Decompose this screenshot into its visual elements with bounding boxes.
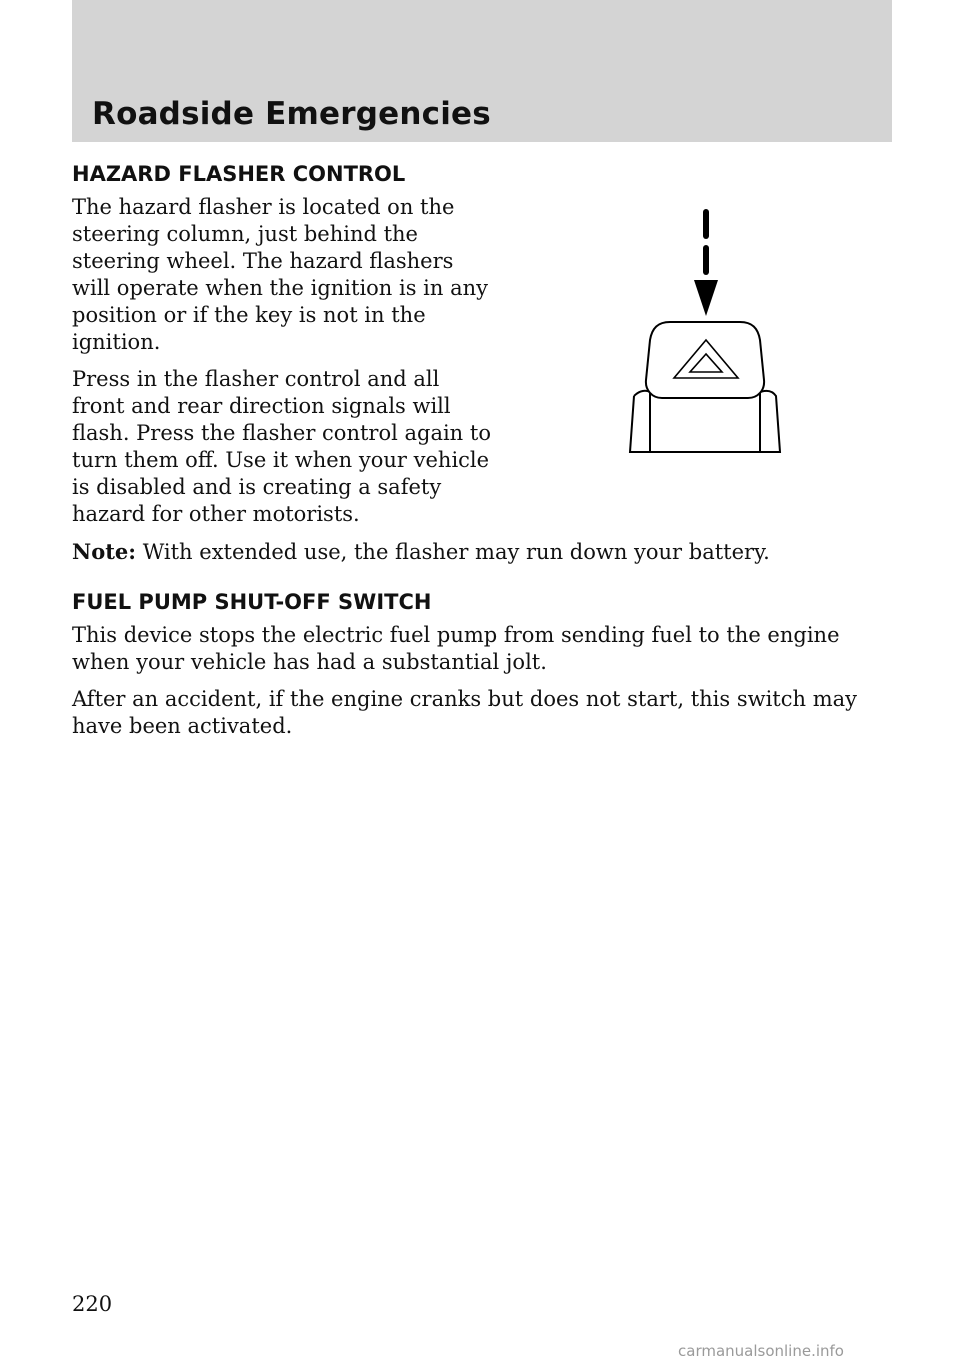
page-number: 220 xyxy=(72,1292,113,1316)
hazard-paragraph-1: The hazard flasher is located on the steering column, just behind the steering wheel. The hazard flashers will operate when the ignition is in any position or if the key is not in the ignition. xyxy=(72,195,489,354)
hazard-note xyxy=(72,538,892,566)
down-arrow-icon xyxy=(694,212,718,316)
hazard-button-illustration xyxy=(622,206,788,460)
hazard-button-cap xyxy=(646,322,764,398)
hazard-paragraph-2: Press in the flasher control and all front and rear direction signals will flash. Press the flasher control again to turn them off. Use it when your vehicle is disabled and is creating a safety hazard for other motorists. xyxy=(72,367,491,526)
fuel-pump-paragraph-1: This device stops the electric fuel pump from sending fuel to the engine when your vehicle has had a substantial jolt. xyxy=(72,623,840,674)
note-text: With extended use, the flasher may run down your battery. xyxy=(136,540,770,564)
fuel-pump-paragraph-2: After an accident, if the engine cranks but does not start, this switch may have been activated. xyxy=(72,687,857,738)
chapter-title: Roadside Emergencies xyxy=(92,96,491,132)
watermark: carmanualsonline.info xyxy=(678,1342,844,1360)
header-band xyxy=(72,0,892,142)
fuel-pump-heading: FUEL PUMP SHUT-OFF SWITCH xyxy=(72,590,432,614)
switch-housing xyxy=(630,391,780,452)
hazard-heading: HAZARD FLASHER CONTROL xyxy=(72,162,406,186)
note-label: Note: xyxy=(72,539,137,564)
